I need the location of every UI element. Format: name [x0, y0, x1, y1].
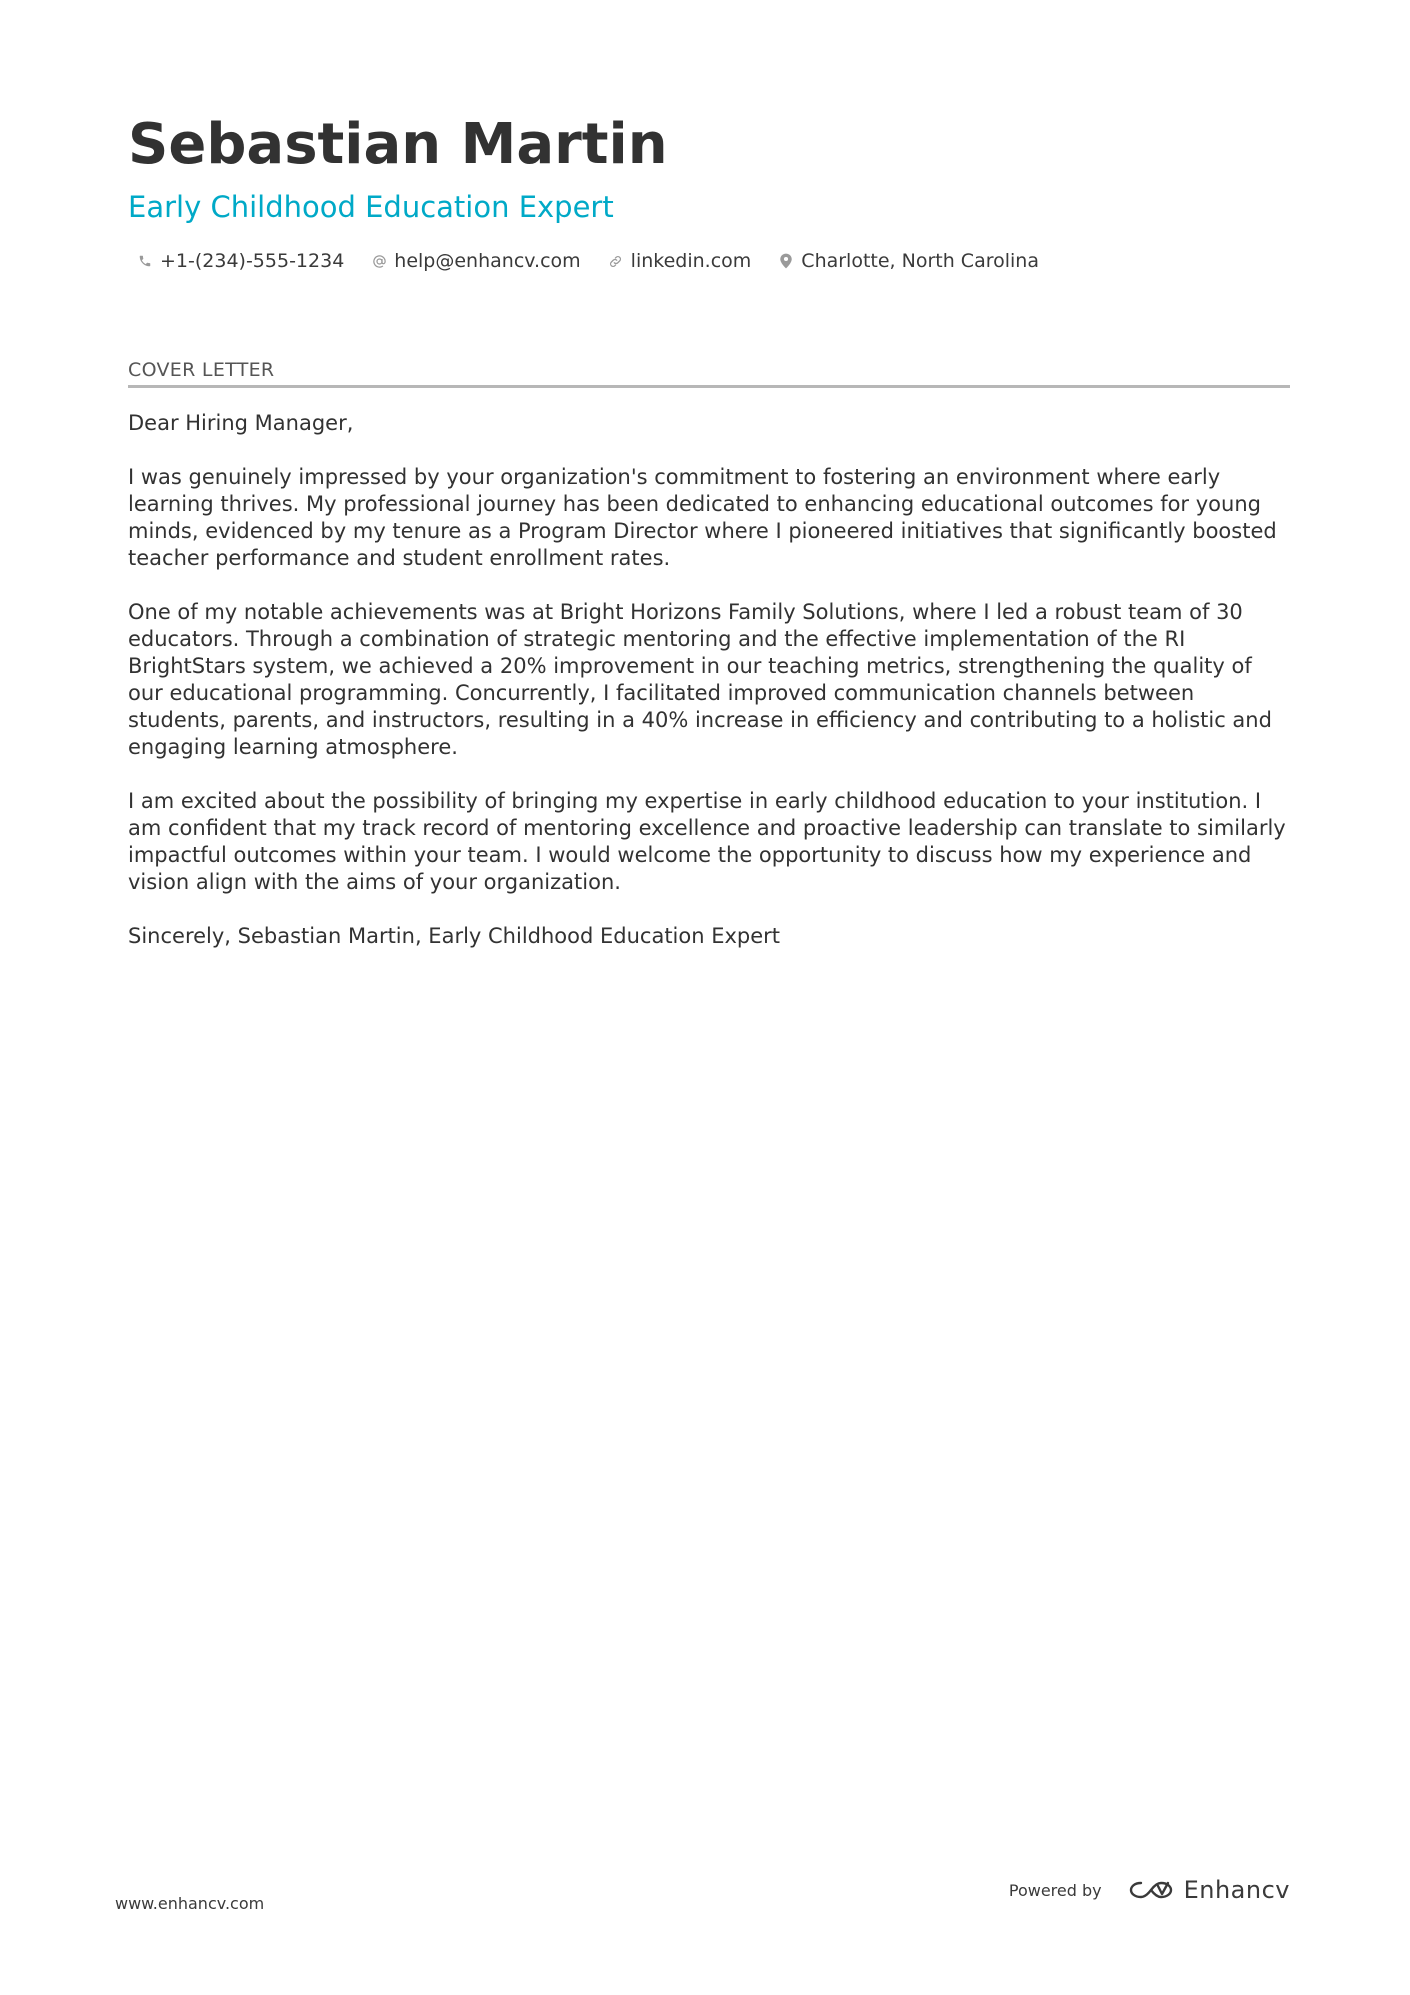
at-icon [370, 252, 388, 270]
contact-row [128, 250, 1288, 272]
contact-link[interactable] [607, 250, 752, 272]
letter-paragraph-3: I am excited about the possibility of bringing my expertise in early childhood education to your institution. I am confident that my track record of mentoring excellence and proactive leadership can translate to similarly impactful outcomes within your team. I would welcome the opportunity to discuss how my experience and vision align with the aims of your organization. [128, 789, 1286, 894]
section-heading: COVER LETTER [128, 358, 1290, 388]
contact-email[interactable] [370, 250, 580, 272]
letter-body [128, 410, 1290, 950]
contact-phone [136, 250, 344, 272]
letter-paragraph-1: I was genuinely impressed by your organization's commitment to fostering an environment where early learning thrives. My professional journey has been dedicated to enhancing educational outcomes for young minds, evidenced by my tenure as a Program Director where I pioneered initiatives that significantly boosted teacher performance and student enrollment rates. [128, 465, 1277, 570]
letter-closing: Sincerely, Sebastian Martin, Early Childhood Education Expert [128, 924, 781, 948]
footer-branding [1009, 1876, 1290, 1904]
link-text[interactable]: linkedin.com [630, 250, 752, 272]
location-pin-icon [777, 252, 795, 270]
brand-name: Enhancv [1183, 1876, 1290, 1904]
phone-text: +1-(234)-555-1234 [160, 250, 345, 272]
email-text[interactable]: help@enhancv.com [394, 250, 581, 272]
cover-letter-section [128, 358, 1290, 977]
contact-location [777, 250, 1039, 272]
location-text: Charlotte, North Carolina [801, 250, 1039, 272]
candidate-title: Early Childhood Education Expert [128, 190, 614, 224]
candidate-name: Sebastian Martin [128, 112, 668, 177]
letter-paragraph-2: One of my notable achievements was at Bright Horizons Family Solutions, where I led a robust team of 30 educators. Through a combination of strategic mentoring and the effective implementation of the RI BrightStars system, we achieved a 20% improvement in our teaching metrics, strengthening the quality of our educational programming. Concurrently, I facilitated improved communication channels between students, parents, and instructors, resulting in a 40% increase in efficiency and contributing to a holistic and engaging learning atmosphere. [128, 600, 1272, 759]
footer-website[interactable]: www.enhancv.com [115, 1894, 265, 1913]
link-icon [607, 252, 625, 270]
enhancv-logo-icon [1128, 1878, 1174, 1902]
enhancv-logo[interactable] [1128, 1876, 1290, 1904]
letter-greeting: Dear Hiring Manager, [128, 411, 354, 435]
powered-by-label: Powered by [1008, 1880, 1102, 1900]
header [128, 108, 1288, 272]
phone-icon [136, 252, 154, 270]
